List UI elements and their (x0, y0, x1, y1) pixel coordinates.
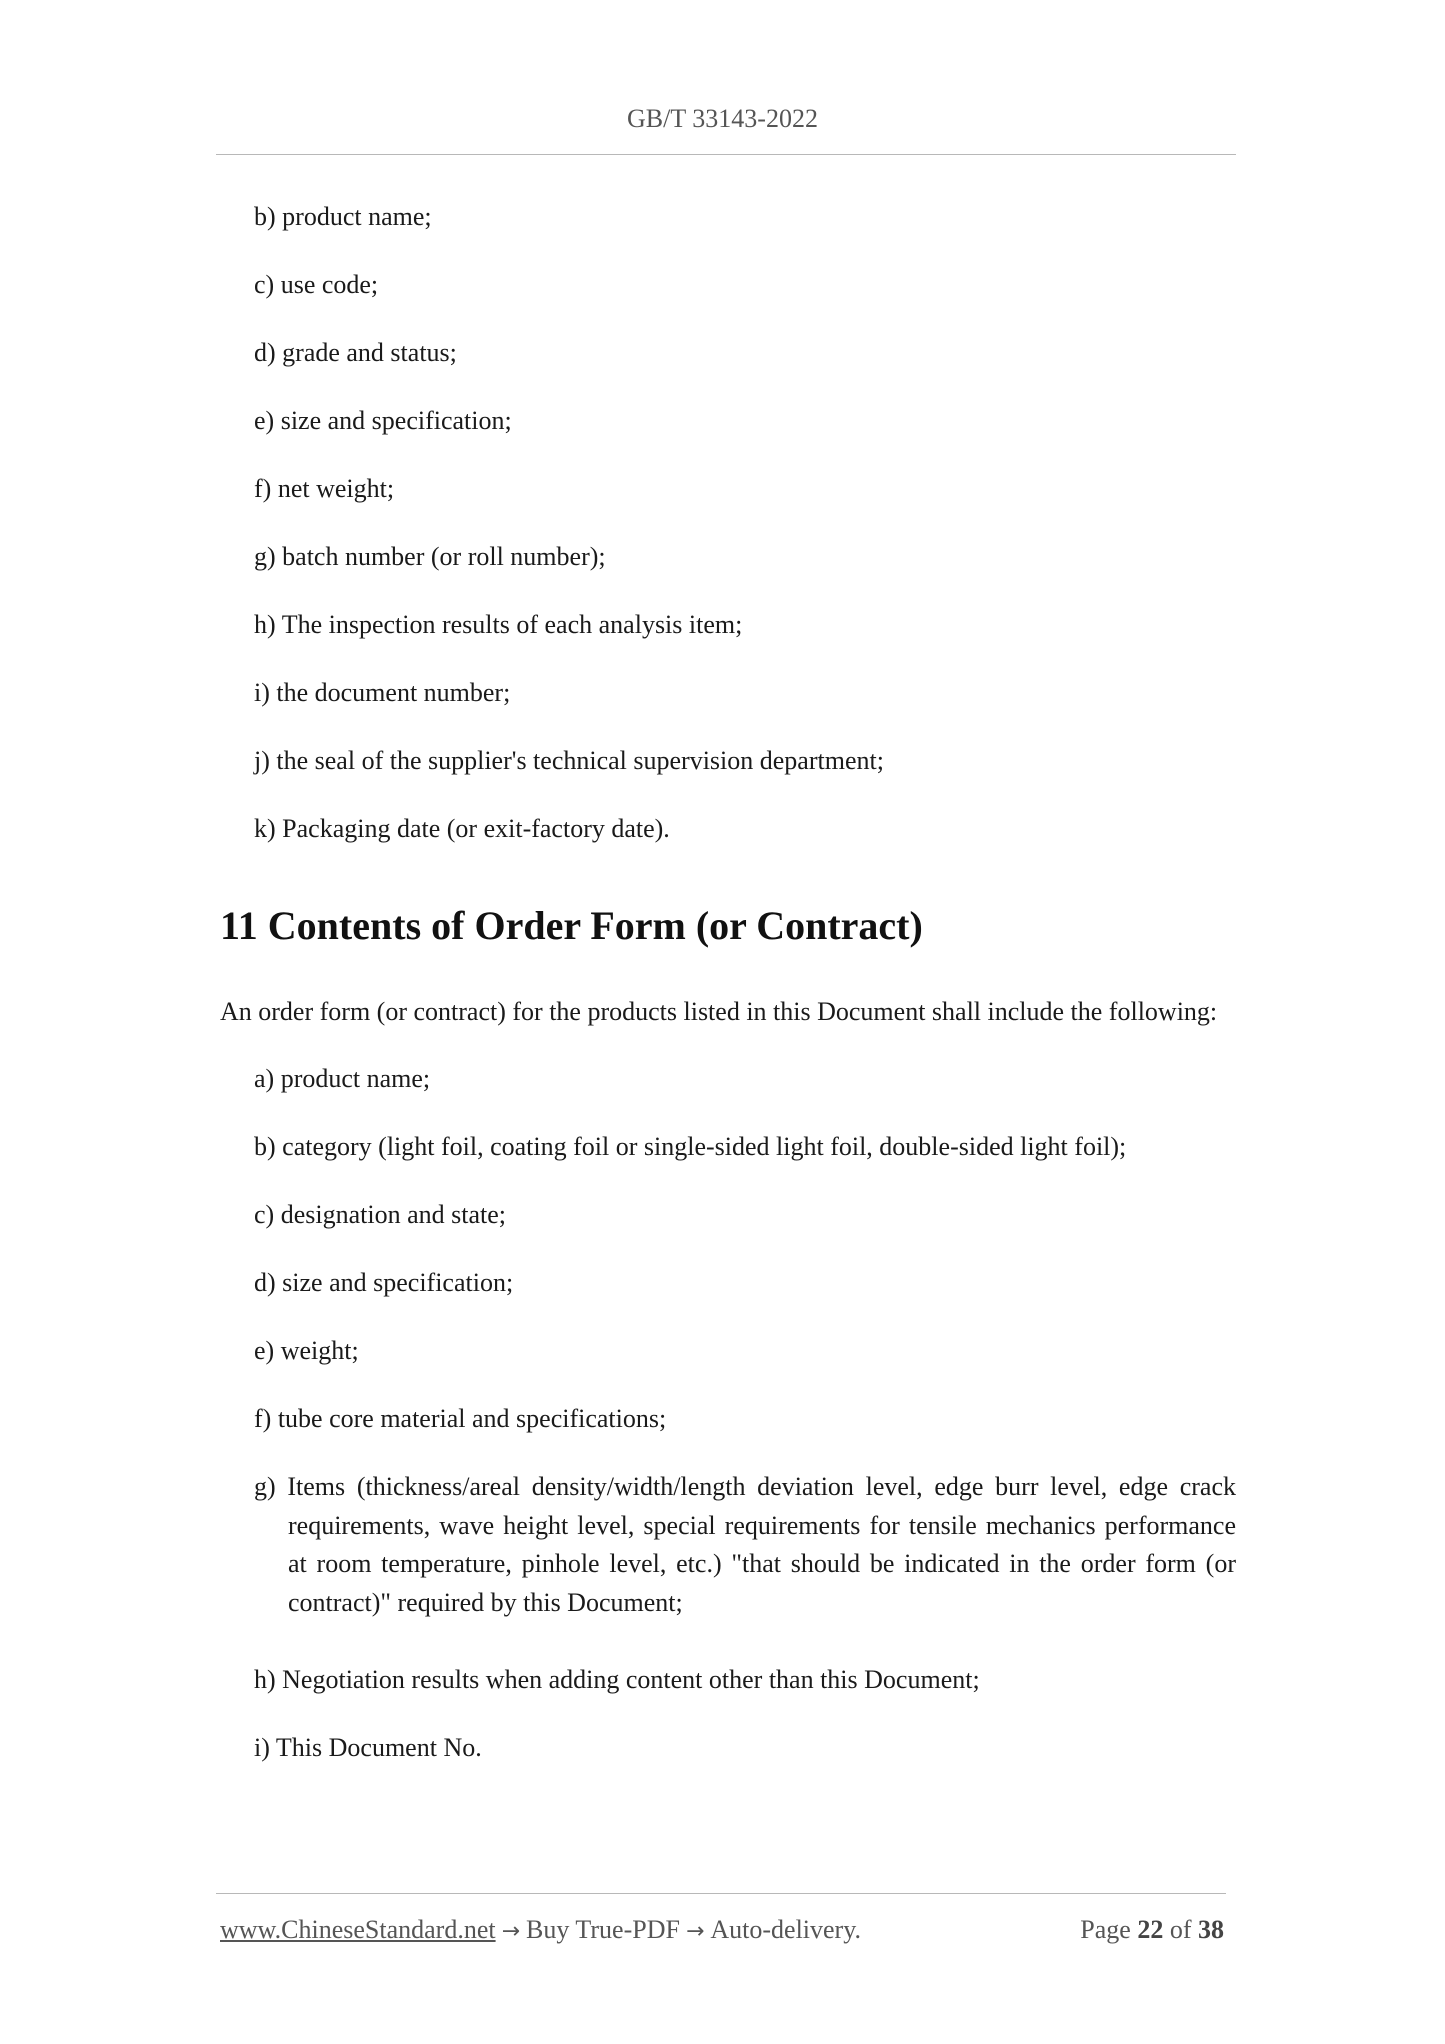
delivery-text: Auto-delivery. (710, 1915, 862, 1944)
footer-divider (216, 1893, 1226, 1894)
list-item-i: i) the document number; (254, 678, 511, 707)
order-item-i: i) This Document No. (254, 1733, 482, 1762)
footer-promo (220, 1910, 861, 1952)
list-item-e: e) size and specification; (254, 406, 512, 435)
list-item-h: h) The inspection results of each analysis item; (254, 610, 743, 639)
section-11-heading: 11 Contents of Order Form (or Contract) (220, 903, 923, 948)
order-item-f: f) tube core material and specifications; (254, 1404, 667, 1433)
right-arrow-icon: → (501, 1919, 521, 1944)
list-item-b: b) product name; (254, 202, 432, 231)
list-item-c: c) use code; (254, 270, 379, 299)
order-item-g: g) Items (thickness/areal density/width/length deviation level, edge burr level, edge crack requirements, wave height level, special requirements for tensile mechanics performance at room temperature, pinhole level, etc.) "that should be indicated in the order form (or contract)" required by this Document; (254, 1472, 1236, 1617)
order-item-d: d) size and specification; (254, 1268, 514, 1297)
list-item-f: f) net weight; (254, 474, 395, 503)
list-item-j: j) the seal of the supplier's technical supervision department; (254, 746, 884, 775)
order-item-a: a) product name; (254, 1064, 431, 1093)
page-number (1080, 1910, 1224, 1950)
order-item-e: e) weight; (254, 1336, 359, 1365)
order-item-b: b) category (light foil, coating foil or single-sided light foil, double-sided light foil); (254, 1132, 1127, 1161)
of-label: of (1169, 1915, 1192, 1944)
buy-text: Buy True-PDF (526, 1915, 680, 1944)
list-item-k: k) Packaging date (or exit-factory date). (254, 814, 670, 843)
document-code-header: GB/T 33143-2022 (627, 104, 818, 133)
order-item-h: h) Negotiation results when adding content other than this Document; (254, 1665, 980, 1694)
page-current: 22 (1137, 1915, 1164, 1944)
order-item-c: c) designation and state; (254, 1200, 506, 1229)
list-item-g: g) batch number (or roll number); (254, 542, 606, 571)
page-label: Page (1080, 1915, 1131, 1944)
header-divider (216, 154, 1236, 155)
list-item-d: d) grade and status; (254, 338, 457, 367)
site-link[interactable]: www.ChineseStandard.net (220, 1915, 496, 1944)
page-total: 38 (1198, 1915, 1224, 1944)
right-arrow-icon: → (685, 1919, 705, 1944)
section-11-intro: An order form (or contract) for the products listed in this Document shall include the following: (220, 997, 1218, 1026)
page-footer (220, 1910, 1224, 1950)
